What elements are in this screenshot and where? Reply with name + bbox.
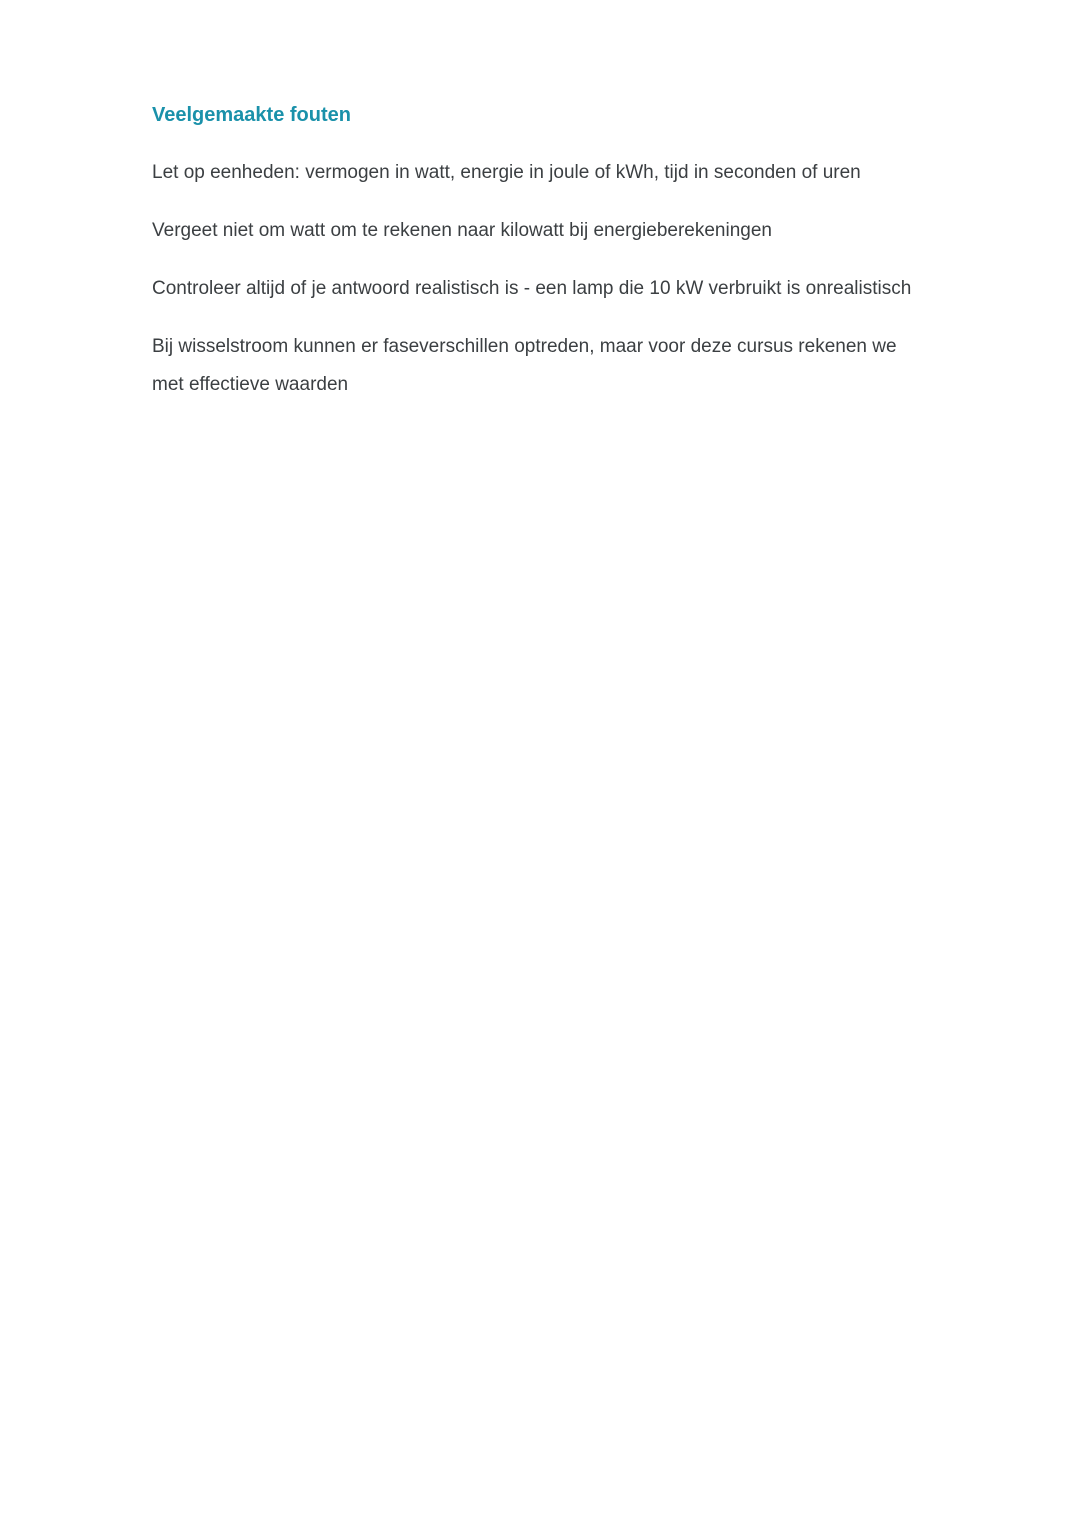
paragraph-units-warning: Let op eenheden: vermogen in watt, energie in joule of kWh, tijd in seconden of uren bbox=[152, 162, 861, 183]
document-content bbox=[152, 101, 932, 424]
paragraph-ac-phase: Bij wisselstroom kunnen er faseverschillen optreden, maar voor deze cursus rekenen we met effectieve waarden bbox=[152, 336, 897, 395]
paragraph-watt-kilowatt: Vergeet niet om watt om te rekenen naar kilowatt bij energieberekeningen bbox=[152, 220, 772, 241]
paragraph-realistic-check: Controleer altijd of je antwoord realistisch is - een lamp die 10 kW verbruikt is onrealistisch bbox=[152, 278, 912, 299]
section-heading: Veelgemaakte fouten bbox=[152, 104, 351, 126]
